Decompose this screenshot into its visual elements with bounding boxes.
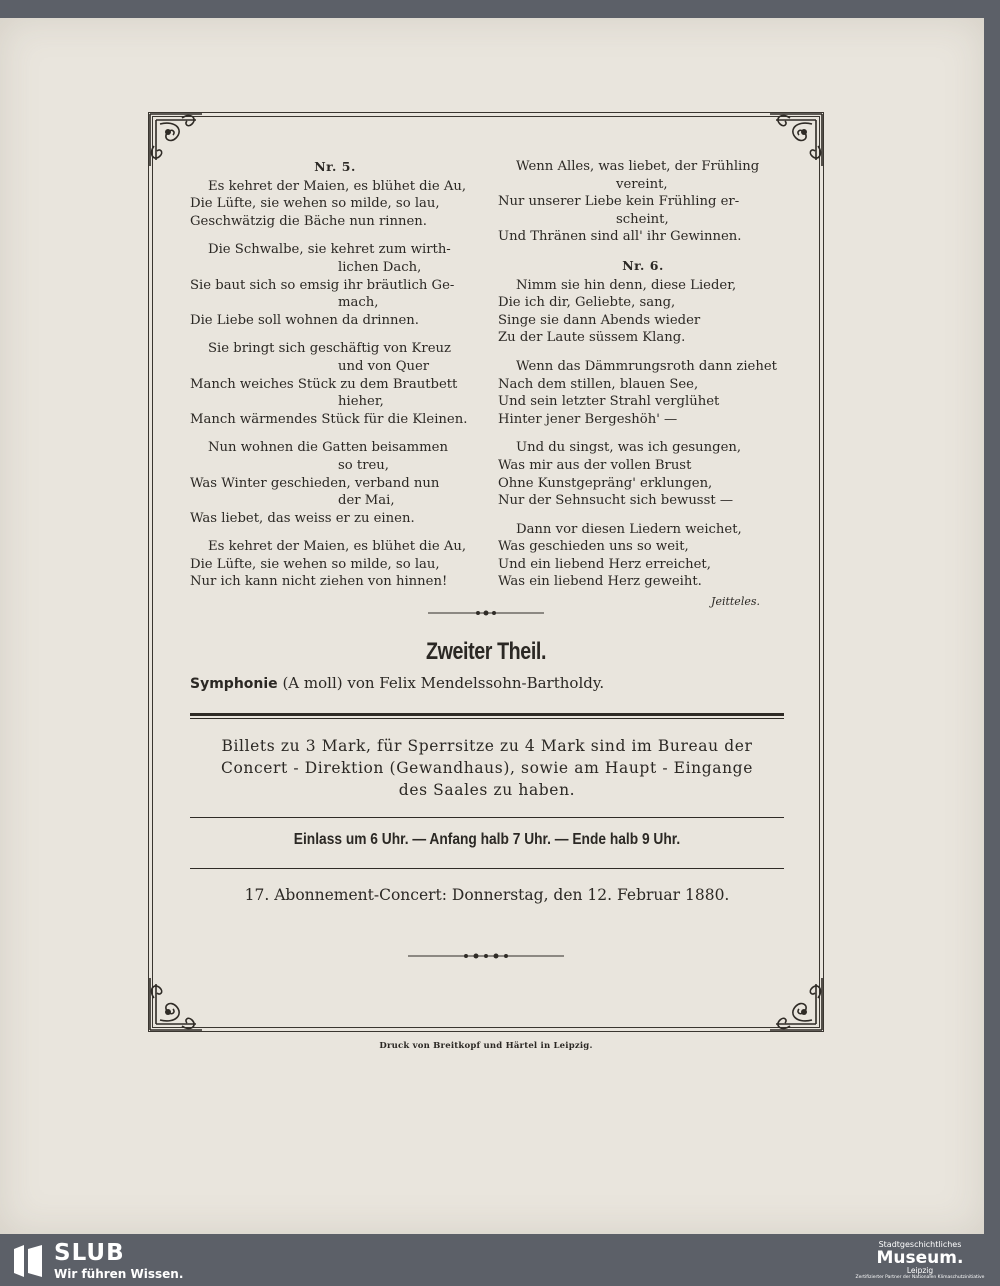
stanza [190, 241, 480, 329]
stanza [498, 439, 788, 509]
stanza [190, 538, 480, 591]
verse-line: Wenn das Dämmrungsroth dann ziehet [516, 358, 777, 374]
verse-line: Und Thränen sind all' ihr Gewinnen. [498, 229, 742, 245]
verse-line: Die Lüfte, sie wehen so milde, so lau, [190, 196, 440, 212]
verse-line: Es kehret der Maien, es blühet die Au, [208, 539, 467, 555]
verse-line: Es kehret der Maien, es blühet die Au, [208, 178, 467, 194]
verse-line: Was geschieden uns so weit, [498, 539, 689, 555]
ticket-line: Concert - Direktion (Gewandhaus), sowie am Haupt - Eingange [221, 759, 753, 777]
verse-line: Die Liebe soll wohnen da drinnen. [190, 312, 419, 328]
poem-title: Nr. 5. [314, 159, 356, 174]
verse-line: und von Quer [338, 358, 430, 374]
verse-line: scheint, [616, 211, 669, 227]
museum-name: Museum. [876, 1248, 964, 1268]
footer-bar [0, 1236, 1000, 1286]
verse-line: Zu der Laute süssem Klang. [498, 330, 686, 346]
verse-line: Was liebet, das weiss er zu einen. [190, 510, 415, 526]
stanza [190, 340, 480, 428]
corner-ornament-bottom-left [146, 972, 208, 1034]
poem-title: Nr. 6. [622, 257, 664, 273]
next-concert: 17. Abonnement-Concert: Donnerstag, den 12. Februar 1880. [244, 886, 730, 904]
verse-line: Was ein liebend Herz geweiht. [498, 574, 702, 590]
rule [190, 868, 784, 869]
symphony-text: (A moll) von Felix Mendelssohn-Bartholdy. [282, 674, 605, 692]
verse-line: Was Winter geschieden, verband nun [190, 475, 440, 491]
verse-line: Hinter jener Bergeshöh' — [498, 411, 678, 427]
poem-column-right [498, 158, 788, 611]
verse-line: Nur unserer Liebe kein Frühling er- [498, 194, 740, 210]
museum-logo[interactable] [854, 1240, 986, 1281]
museum-note: Zertifizierter Partner der Nationalen Klimaschutzinitiative [855, 1275, 985, 1280]
verse-line: Manch weiches Stück zu dem Brautbett [190, 376, 458, 392]
verse-line: der Mai, [338, 493, 395, 509]
verse-line: mach, [338, 295, 379, 311]
verse-line: Singe sie dann Abends wieder [498, 312, 701, 328]
rule [190, 817, 784, 818]
verse-line: Nach dem stillen, blauen See, [498, 376, 699, 392]
verse-line: vereint, [616, 176, 668, 192]
slub-name[interactable]: SLUB [54, 1240, 125, 1266]
verse-line: Manch wärmendes Stück für die Kleinen. [190, 411, 468, 427]
corner-ornament-bottom-right [764, 972, 826, 1034]
verse-line: Nun wohnen die Gatten beisammen [208, 440, 448, 456]
verse-line: Sie bringt sich geschäftig von Kreuz [208, 341, 451, 357]
poem-nr5 [190, 158, 480, 602]
double-rule [190, 713, 784, 719]
verse-line: Ohne Kunstgepräng' erklungen, [498, 475, 713, 491]
printer-imprint: Druck von Breitkopf und Härtel in Leipzig. [379, 1041, 593, 1051]
verse-line: Und sein letzter Strahl verglühet [498, 394, 720, 410]
verse-line: Nur ich kann nicht ziehen von hinnen! [190, 574, 448, 590]
stanza [498, 358, 788, 428]
part-heading: Zweiter Theil. [425, 638, 547, 665]
slub-logo-icon[interactable] [10, 1243, 46, 1279]
stanza [190, 178, 480, 231]
ticket-line: des Saales zu haben. [398, 781, 576, 799]
verse-line: Dann vor diesen Liedern weichet, [516, 521, 742, 537]
stanza [190, 439, 480, 527]
stanza [498, 158, 788, 246]
ornamental-divider [408, 945, 564, 953]
verse-line: Geschwätzig die Bäche nun rinnen. [190, 213, 427, 229]
verse-line: Nimm sie hin denn, diese Lieder, [516, 277, 737, 293]
ticket-line: Billets zu 3 Mark, für Sperrsitze zu 4 Mark sind im Bureau der [221, 737, 753, 755]
slub-tagline: Wir führen Wissen. [54, 1267, 184, 1281]
verse-line: Sie baut sich so emsig ihr bräutlich Ge- [190, 277, 455, 293]
verse-line: Und ein liebend Herz erreichet, [498, 556, 711, 572]
symphony-label: Symphonie [190, 676, 278, 692]
ornamental-divider [428, 602, 544, 610]
verse-line: Nur der Sehnsucht sich bewusst — [498, 493, 734, 509]
museum-city: Leipzig [906, 1266, 934, 1275]
verse-line: Die ich dir, Geliebte, sang, [498, 295, 676, 311]
symphony-line [190, 674, 604, 692]
verse-line: lichen Dach, [338, 259, 422, 275]
verse-line: Wenn Alles, was liebet, der Frühling [516, 159, 760, 174]
verse-line: hieher, [338, 394, 384, 410]
stanza [498, 521, 788, 591]
stanza [498, 277, 788, 347]
verse-line: Die Schwalbe, sie kehret zum wirth- [208, 242, 451, 258]
ticket-info [190, 735, 784, 801]
verse-line: so treu, [338, 457, 389, 473]
verse-line: Die Lüfte, sie wehen so milde, so lau, [190, 556, 440, 572]
museum-top: Stadtgeschichtliches [878, 1240, 962, 1249]
concert-times: Einlass um 6 Uhr. — Anfang halb 7 Uhr. — Ende halb 9 Uhr. [293, 831, 681, 848]
verse-line: Was mir aus der vollen Brust [498, 457, 692, 473]
verse-line: Und du singst, was ich gesungen, [516, 440, 742, 456]
poem-author: Jeitteles. [711, 595, 760, 609]
